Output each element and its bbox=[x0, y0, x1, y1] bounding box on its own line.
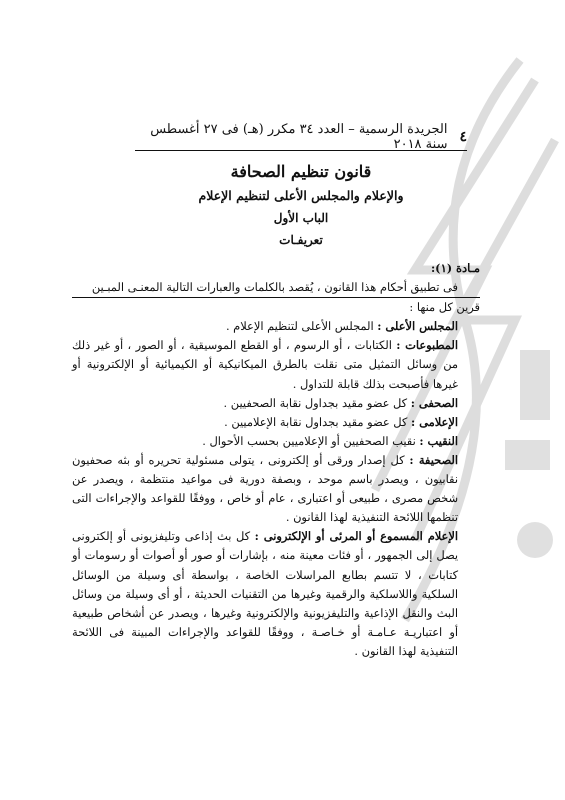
definition-term: المطبوعات : bbox=[396, 338, 458, 353]
article-heading: مـادة (١): bbox=[430, 261, 480, 275]
definition-term: النقيب : bbox=[419, 433, 458, 448]
article-body bbox=[72, 259, 480, 661]
law-title: قانون تنظيم الصحافة bbox=[230, 162, 372, 181]
page-number: ٤ bbox=[459, 129, 467, 145]
definition-item bbox=[72, 413, 480, 432]
definition-item bbox=[72, 394, 480, 413]
definition-item bbox=[72, 432, 480, 451]
chapter-heading: الباب الأول bbox=[273, 211, 329, 225]
law-subtitle: والإعلام والمجلس الأعلى لتنظيم الإعلام bbox=[198, 188, 404, 203]
definition-term: الصحيفة : bbox=[409, 452, 458, 467]
article-intro-line1: فى تطبيق أحكام هذا القانون ، يُقصد بالكلمات والعبارات التالية المعنـى المبـين bbox=[91, 280, 458, 295]
definition-text: نقيب الصحفيين أو الإعلاميين بحسب الأحوال . bbox=[202, 433, 420, 448]
definition-term: الإعلام المسموع أو المرئى أو الإلكترونى : bbox=[254, 529, 458, 544]
article-intro-line2: قرين كل منها : bbox=[409, 300, 480, 315]
definition-term: المجلس الأعلى : bbox=[377, 319, 458, 334]
definition-term: الإعلامى : bbox=[410, 414, 458, 429]
definition-item bbox=[72, 336, 480, 393]
running-header bbox=[135, 122, 467, 152]
definition-term: الصحفى : bbox=[410, 395, 458, 410]
definition-item bbox=[72, 527, 480, 661]
section-heading: تعريفـات bbox=[279, 233, 323, 247]
definition-text: كل عضو مقيد بجداول نقابة الإعلاميين . bbox=[224, 414, 411, 429]
definition-item bbox=[72, 317, 480, 336]
definition-text: الكتابات ، أو الرسوم ، أو القطع الموسيقية ، أو الصور ، أو غير ذلك من وسائل التمثيل متى نقلت بالطرق الميكانيكية أو الكيميائية أو الإلكترونية أو غيرها فأصبحت بذلك قابلة للتداول . bbox=[72, 338, 458, 391]
running-title: الجريدة الرسمية – العدد ٣٤ مكرر (هـ) فى ٢٧ أغسطس سنة ٢٠١٨ bbox=[150, 122, 448, 152]
definition-text: كل إصدار ورقى أو إلكترونى ، يتولى مسئولية تحريره أو بثه صحفيون نقابيون ، ويصدر باسم موحد ، وبصفة دورية فى مواعيد منتظمة ، ويصدر عن شخص مصرى ، طبيعى أو اعتبارى ، عام أو خاص ، ووفقًا للقواعد والإجراءات التى تنظمها اللائحة التنفيذية لهذا القانون . bbox=[72, 452, 458, 525]
header-rule bbox=[135, 150, 467, 151]
definition-item bbox=[72, 451, 480, 527]
definition-text: كل بث إذاعى وتليفزيونى أو إلكترونى يصل إلى الجمهور ، أو فئات معينة منه ، بإشارات أو صور أو أصوات أو رسومات أو كتابات ، لا تتسم بطابع المراسلات الخاصة ، بواسطة أى وسيلة من الوسائل السلكية واللاسلكية والرقمية وغيرها من التقنيات الحديثة ، أو أى وسيلة من وسائل البث والنقل الإذاعية والتليفزيونية والإلكترونية وغيرها ، ويصدر عن أشخاص طبيعية أو اعتباريـة عـامـة أو خـاصـة ، ووفقًا للقواعد والإجراءات المبينة فى اللائحة التنفيذية لهذا القانون . bbox=[72, 529, 458, 658]
definition-text: المجلس الأعلى لتنظيم الإعلام . bbox=[225, 319, 378, 334]
definition-text: كل عضو مقيد بجداول نقابة الصحفيين . bbox=[223, 395, 411, 410]
